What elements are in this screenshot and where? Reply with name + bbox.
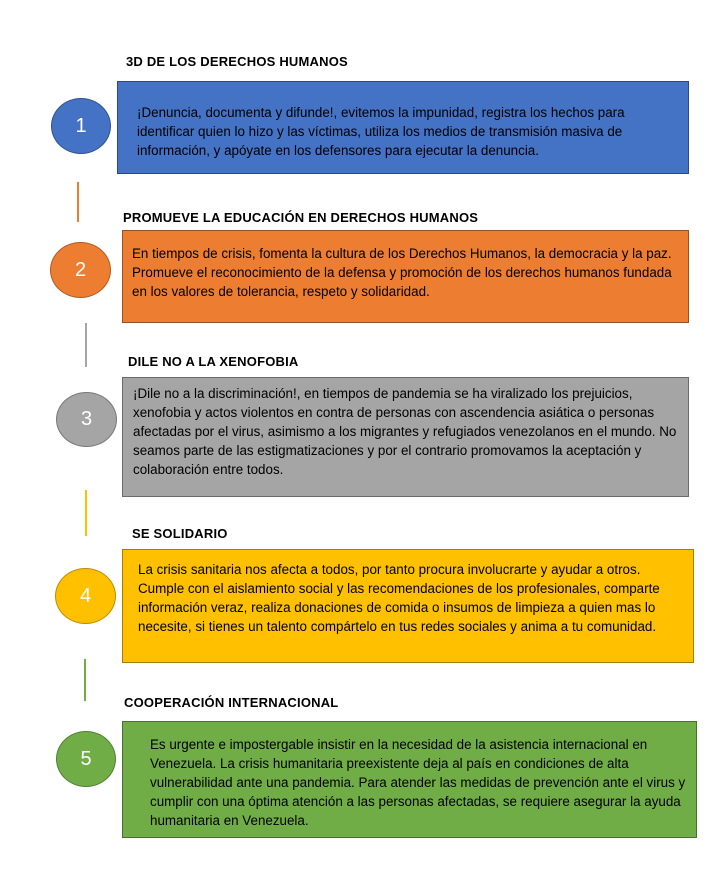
step-3-circle — [56, 392, 117, 447]
step-1-number: 1 — [75, 114, 87, 137]
section-2-text: En tiempos de crisis, fomenta la cultura de los Derechos Humanos, la democracia y la paz. Promueve el reconocimiento de la defensa y promoción de los derechos humanos fundada en los valores de tolerancia, respeto y solidaridad. — [132, 246, 672, 299]
connector-3-4 — [85, 490, 87, 536]
step-4-circle — [55, 568, 116, 624]
step-4-number: 4 — [79, 584, 92, 607]
section-3-text: ¡Dile no a la discriminación!, en tiempos de pandemia se ha viralizado los prejuicios, xenofobia y actos violentos en contra de personas con ascendencia asiática o personas afectadas por el virus, asimismo a los migrantes y refugiados venezolanos en el mundo. No seamos parte de las estigmatizaciones y por el contrario promovamos la aceptación y colaboración entre todos. — [133, 386, 677, 477]
step-1-circle — [51, 98, 111, 154]
section-3-box — [122, 377, 689, 497]
connector-2-3 — [85, 323, 87, 367]
step-3-number: 3 — [80, 408, 93, 430]
connector-4-5 — [84, 659, 86, 701]
section-1-title: 3D DE LOS DERECHOS HUMANOS — [126, 54, 348, 69]
connector-1-2 — [77, 182, 79, 222]
step-2-number: 2 — [74, 258, 87, 281]
section-4-box — [122, 549, 694, 663]
section-1-box — [117, 81, 689, 174]
section-2-title: PROMUEVE LA EDUCACIÓN EN DERECHOS HUMANOS — [123, 210, 479, 225]
section-4-title: SE SOLIDARIO — [132, 526, 228, 541]
section-3-title: DILE NO A LA XENOFOBIA — [128, 354, 299, 369]
section-5-text: Es urgente e impostergable insistir en la necesidad de la asistencia internacional en Venezuela. La crisis humanitaria preexistente deja al país en condiciones de alta vulnerabilidad ante una pandemia. Para atender las medidas de prevención ante el virus y cumplir con una óptima atención a las personas afectadas, se requiere asegurar la ayuda humanitaria en Venezuela. — [150, 737, 686, 828]
step-5-number: 5 — [80, 747, 92, 770]
section-5-box — [122, 721, 697, 838]
step-5-circle — [56, 731, 116, 787]
section-4-text: La crisis sanitaria nos afecta a todos, por tanto procura involucrarte y ayudar a otros. Cumple con el aislamiento social y las recomendaciones de los profesionales, comparte información veraz, realiza donaciones de comida o insumos de limpieza a quien mas lo necesite, si tienes un talento compártelo en tus redes sociales y anima a tu comunidad. — [138, 562, 660, 634]
step-2-circle — [50, 242, 111, 298]
section-2-box — [122, 230, 689, 323]
section-1-text: ¡Denuncia, documenta y difunde!, evitemos la impunidad, registra los hechos para identificar quien lo hizo y las víctimas, utiliza los medios de transmisión masiva de información, y apóyate en los defensores para ejecutar la denuncia. — [137, 105, 625, 158]
section-5-title: COOPERACIÓN INTERNACIONAL — [124, 695, 339, 710]
